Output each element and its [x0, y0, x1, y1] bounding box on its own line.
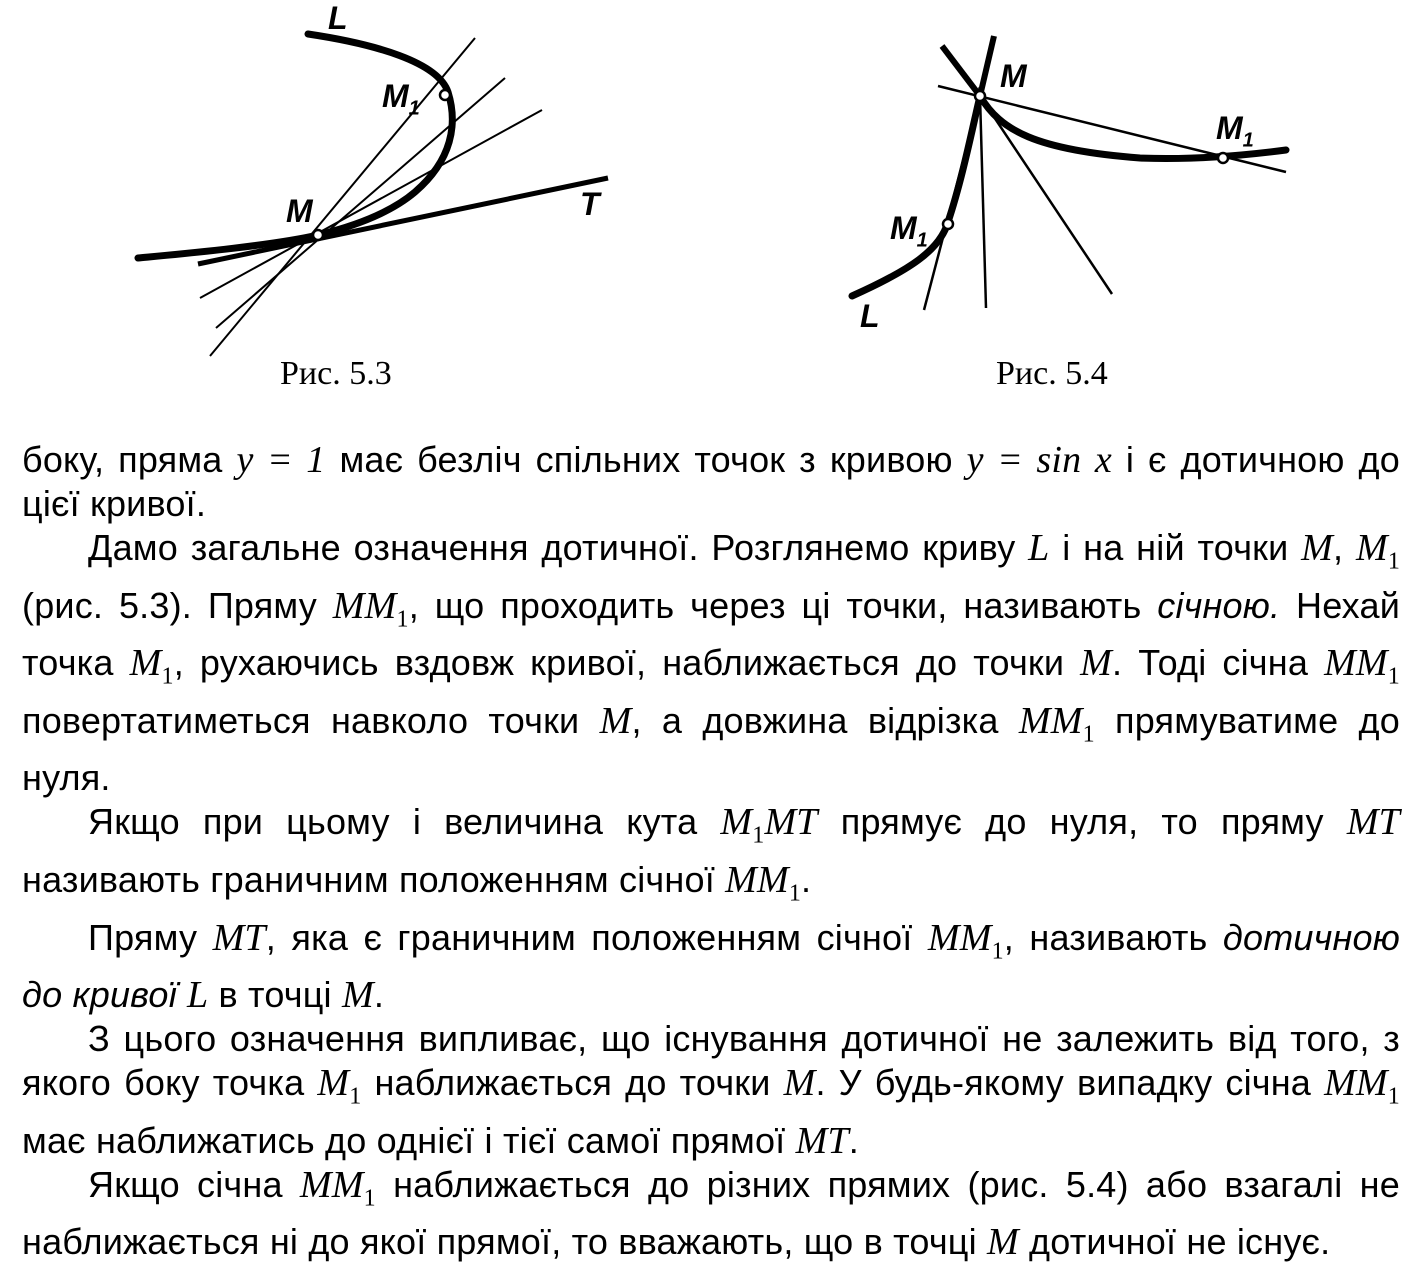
math-symbol: MT — [795, 1119, 849, 1162]
text-run: . — [848, 1119, 859, 1161]
math-symbol: MT — [212, 916, 266, 959]
label-point-m1: $M_1$ — [382, 78, 420, 120]
math-symbol: L — [1028, 527, 1050, 569]
text-run: (рис. 5.3). Пряму — [22, 584, 333, 626]
text-run: , яка є граничним положенням січної — [265, 916, 928, 958]
text-run: наближається до точки — [361, 1062, 784, 1104]
math-symbol: $MM_1$ — [299, 1163, 376, 1212]
math-symbol: M — [1080, 642, 1113, 685]
math-symbol: $M_1$ — [720, 801, 765, 849]
tangent-stroke-right — [980, 36, 994, 96]
paragraph-3 — [22, 800, 1400, 915]
label-curve-l: L — [860, 298, 880, 334]
point-m-marker — [975, 91, 985, 101]
text-run: має безліч спільних точок з кривою — [325, 439, 967, 480]
text-run: боку, пряма — [22, 439, 237, 480]
label-point-m1-right: $M_1$ — [1216, 110, 1254, 152]
text-run: має наближатись до однієї і тієї самої прямої — [22, 1119, 796, 1161]
math-symbol: $MM_1$ — [1324, 642, 1400, 690]
text-run: Пряму — [88, 916, 213, 958]
label-point-m1-left: $M_1$ — [890, 210, 928, 252]
text-run: в точці — [208, 974, 342, 1016]
label-point-m: M — [1000, 58, 1027, 94]
math-symbol: M — [783, 1062, 816, 1105]
label-tangent-t: T — [580, 186, 600, 222]
text-run: , що проходить через ці точки, називають — [408, 584, 1158, 626]
text-run: . У будь-якому випадку січна — [815, 1062, 1325, 1104]
figure-5-4-caption: Рис. 5.4 — [996, 355, 1108, 392]
math-symbol: $MM_1$ — [725, 858, 802, 907]
text-run: дотичної не існує. — [1018, 1221, 1331, 1263]
paragraph-2 — [22, 526, 1400, 800]
figure-5-4-drawing — [830, 0, 1310, 360]
label-curve-l: L — [328, 0, 348, 36]
text-run: повертатиметься навколо точки — [22, 699, 600, 741]
paragraph-6 — [22, 1163, 1400, 1264]
point-m1-right-marker — [1218, 153, 1228, 163]
text-run: , а довжина відрізка — [631, 699, 1019, 741]
math-symbol: MT — [764, 801, 818, 844]
tangent-line-mt — [198, 178, 608, 264]
text-run: , називають — [1003, 916, 1223, 958]
figure-5-3-caption: Рис. 5.3 — [280, 355, 392, 392]
text-run: і є дотичною до цієї кривої. — [22, 439, 1400, 524]
math-symbol: $M_1$ — [129, 642, 174, 690]
italic-term: дотичною до кривої — [22, 916, 1400, 1016]
text-run: , — [1333, 527, 1356, 568]
point-m1-left-marker — [943, 219, 953, 229]
text-run: . — [801, 858, 812, 900]
text-run: . Тоді січна — [1112, 642, 1325, 684]
text-run: прямує до нуля, то пряму — [817, 801, 1347, 843]
math-symbol: M — [987, 1221, 1019, 1264]
text-run: З цього означення випливає, що існування дотичної не залежить від того, з якого боку точка — [22, 1018, 1400, 1104]
math-symbol: $MM_1$ — [332, 584, 409, 633]
math-symbol: $M_1$ — [1355, 527, 1401, 575]
secant-line-2 — [216, 78, 505, 328]
text-run: , рухаючись вздовж кривої, наближається до точки — [173, 642, 1081, 684]
point-m-marker — [313, 230, 323, 240]
label-point-m: M — [286, 193, 313, 229]
secant-line-left — [924, 96, 980, 310]
body-text — [22, 438, 1400, 1264]
math-symbol: M — [599, 699, 632, 742]
paragraph-1 — [22, 438, 1400, 526]
secant-line-vertical — [980, 96, 986, 308]
math-symbol: $MM_1$ — [1324, 1062, 1400, 1110]
text-run: прямуватиме до нуля. — [22, 699, 1400, 799]
math-symbol: MT — [1346, 801, 1401, 844]
text-run: називають граничним положенням січної — [22, 858, 726, 900]
math-symbol: $MM_1$ — [1018, 699, 1095, 748]
italic-term: січною. — [1157, 584, 1281, 626]
text-run: і на ній точки — [1049, 527, 1302, 568]
text-run: . — [373, 974, 385, 1016]
paragraph-4 — [22, 916, 1400, 1018]
paragraph-5 — [22, 1017, 1400, 1163]
math-symbol: M — [1301, 527, 1334, 569]
math-symbol: L — [186, 974, 209, 1017]
math-symbol: y = sin x — [966, 439, 1112, 481]
text-run: Якщо січна — [88, 1163, 300, 1205]
secant-line-1 — [210, 38, 475, 356]
math-symbol: y = 1 — [236, 439, 326, 481]
figure-5-4 — [830, 0, 1310, 400]
text-run: Нехай точка — [22, 584, 1401, 684]
secant-line-diagonal — [980, 96, 1112, 294]
text-run: Дамо загальне означення дотичної. Розглянемо криву — [88, 527, 1029, 568]
figure-5-3-drawing — [120, 0, 640, 360]
figure-5-3 — [120, 0, 640, 400]
math-symbol: M — [341, 974, 374, 1017]
point-m1-marker — [440, 90, 450, 100]
math-symbol: $MM_1$ — [927, 916, 1004, 965]
text-run: Якщо при цьому і величина кута — [88, 801, 721, 843]
text-run: наближається до різних прямих (рис. 5.4) або взагалі не наближається ні до якої прямої, то вважають, що в точці — [22, 1163, 1400, 1263]
math-symbol: $M_1$ — [317, 1062, 362, 1110]
